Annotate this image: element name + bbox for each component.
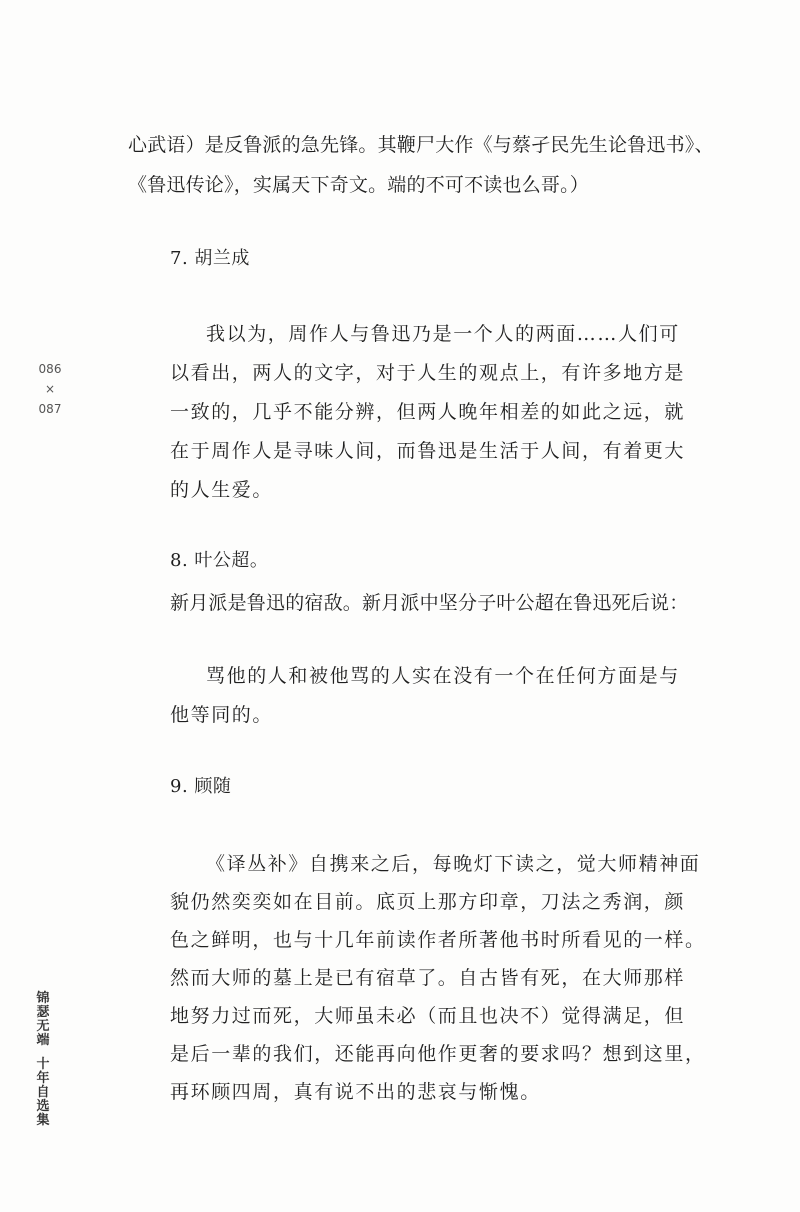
section-8-heading: 8. 叶公超。 (170, 550, 269, 571)
section-8-quote-line-2: 他等同的。 (170, 704, 274, 726)
book-title-part-1: 锦瑟无端 (36, 991, 50, 1048)
page-number-separator: × (44, 382, 56, 396)
section-9-quote-line-7: 再环顾四周，真有说不出的悲哀与惭愧。 (170, 1081, 541, 1103)
section-7-quote-line-4: 在于周作人是寻味人间，而鲁迅是生活于人间，有着更大 (170, 440, 686, 462)
page-number-right: 087 (38, 402, 62, 416)
intro-line-1: 心武语）是反鲁派的急先锋。其鞭尸大作《与蔡孑民先生论鲁迅书》、 (128, 134, 714, 156)
section-9-quote-line-4: 然而大师的墓上是已有宿草了。自古皆有死，在大师那样 (170, 967, 686, 989)
book-title-part-2: 十年自选集 (36, 1057, 50, 1128)
section-7-quote-line-2: 以看出，两人的文字，对于人生的观点上，有许多地方是 (170, 362, 686, 384)
section-9-quote-line-2: 貌仍然奕奕如在目前。底页上那方印章，刀法之秀润，颜 (170, 891, 686, 913)
intro-line-2: 《鲁迅传论》，实属天下奇文。端的不可不读也么哥。） (128, 174, 590, 196)
section-8-body: 新月派是鲁迅的宿敌。新月派中坚分子叶公超在鲁迅死后说： (170, 592, 689, 614)
section-7-heading: 7. 胡兰成 (170, 248, 250, 269)
section-9-quote-line-3: 色之鲜明，也与十几年前读作者所著他书时所看见的一样。 (170, 929, 706, 951)
section-9-quote-line-5: 地努力过而死，大师虽未必（而且也决不）觉得满足，但 (170, 1005, 686, 1027)
section-7-quote-line-1: 我以为，周作人与鲁迅乃是一个人的两面……人们可 (206, 323, 680, 345)
section-9-quote-line-6: 是后一辈的我们，还能再向他作更奢的要求吗？想到这里， (170, 1043, 706, 1065)
section-9-quote-line-1: 《译丛补》自携来之后，每晚灯下读之，觉大师精神面 (206, 853, 701, 875)
section-7-quote-line-5: 的人生爱。 (170, 479, 274, 501)
book-title-vertical (34, 992, 52, 1128)
section-9-heading: 9. 顾随 (170, 776, 232, 797)
page-number-left: 086 (38, 362, 62, 376)
section-7-quote-line-3: 一致的，几乎不能分辨，但两人晚年相差的如此之远，就 (170, 401, 686, 423)
section-8-quote-line-1: 骂他的人和被他骂的人实在没有一个在任何方面是与 (206, 665, 680, 687)
